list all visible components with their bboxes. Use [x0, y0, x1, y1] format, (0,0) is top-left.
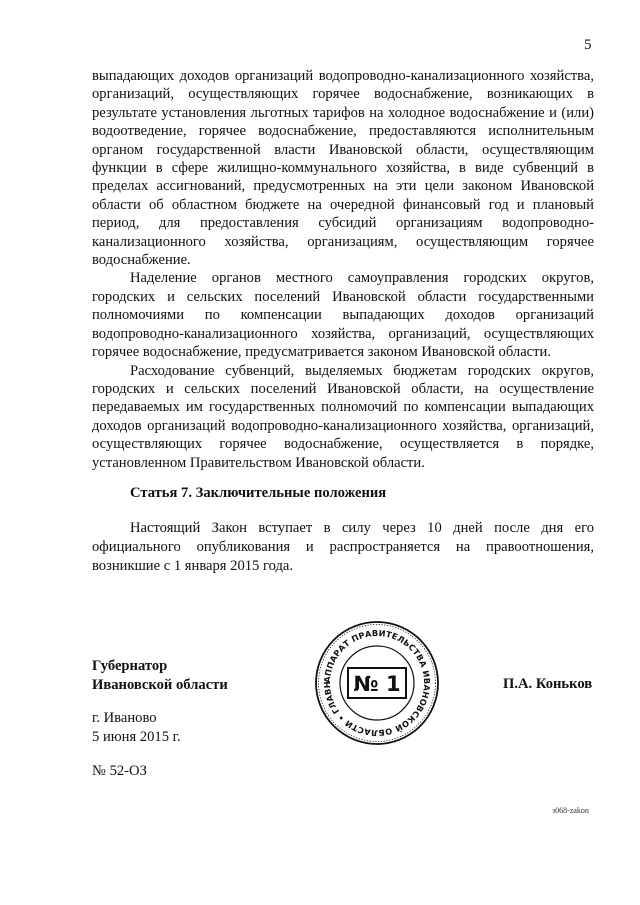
final-provisions-paragraph: Настоящий Закон вступает в силу через 10 дней после дня его официального опубликования и распространяется на правоотношения, возникшие с 1 января 2015 года. [92, 520, 594, 574]
law-number: № 52-ОЗ [92, 763, 147, 779]
stamp-seal [312, 618, 442, 748]
signatory-name: П.А. Коньков [503, 676, 593, 692]
body-text [92, 67, 594, 472]
paragraph-expenditure: Расходование субвенций, выделяемых бюджетам городских округов, городских и сельских поселений Ивановской области, на осуществление передаваемых им государственных полномочий по компенсации выпадающих доходов организаций водопроводно-канализационного хозяйства, организаций, осуществляющих горячее водоснабжение, осуществляется в порядке, установленном Правительством Ивановской области. [92, 362, 594, 471]
position-line-2: Ивановской области [92, 676, 228, 693]
paragraph-delegation: Наделение органов местного самоуправления городских округов, городских и сельских поселений Ивановской области государственными полномочиями по компенсации выпадающих доходов организаций водопроводно-канализационного хозяйства, организаций, осуществляющих горячее водоснабжение, предусматривается законом Ивановской области. [92, 270, 594, 361]
signature-position [92, 657, 228, 694]
stamp-number: № 1 [353, 672, 401, 696]
place: г. Иваново [92, 710, 157, 726]
article-heading: Статья 7. Заключительные положения [130, 485, 387, 501]
date: 5 июня 2015 г. [92, 728, 181, 745]
position-line-1: Губернатор [92, 658, 168, 674]
stamp-ring-text: АППАРАТ ПРАВИТЕЛЬСТВА ИВАНОВСКОЙ ОБЛАСТИ • ГЛАВН [321, 627, 433, 739]
place-and-date [92, 709, 181, 746]
official-stamp [312, 618, 442, 748]
file-code: з068-zakon [552, 806, 589, 815]
page-number: 5 [584, 37, 592, 53]
paragraph-continuation: выпадающих доходов организаций водопроводно-канализационного хозяйства, организаций, осуществляющих горячее водоснабжение, возникающих в результате установления льготных тарифов на холодное водоснабжение и (или) водоотведение, горячее водоснабжение, предоставляются исполнительным органом государственной власти Ивановской области, осуществляющим функции в сфере жилищно-коммунального хозяйства, в виде субвенций в пределах ассигнований, предусмотренных на эти цели законом Ивановской области об областном бюджете на очередной финансовый год и плановый период, для предоставления субсидий организациям водопроводно-канализационного хозяйства, организациям, осуществляющим горячее водоснабжение. [92, 68, 594, 269]
